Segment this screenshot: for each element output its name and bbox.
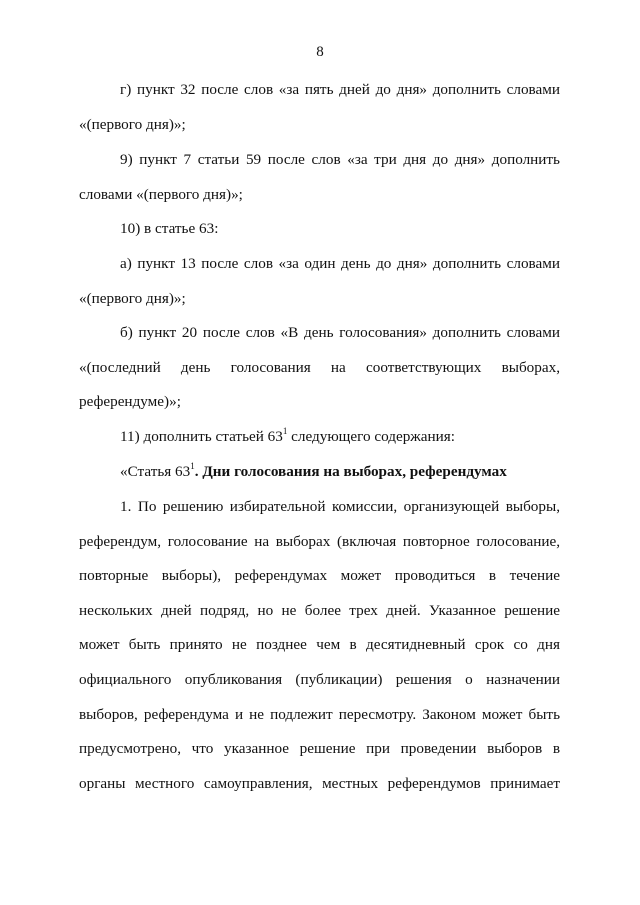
- article-heading: [79, 455, 560, 490]
- paragraph-item-11: [79, 420, 560, 455]
- page-number: 8: [316, 44, 324, 60]
- paragraph-item-9: 9) пункт 7 статьи 59 после слов «за три дня до дня» дополнить словами «(первого дня)»;: [79, 151, 560, 203]
- paragraph-item-10: 10) в статье 63:: [120, 220, 219, 237]
- paragraph-item-11-text-end: следующего содержания:: [287, 428, 455, 445]
- paragraph-item-11-text-start: 11) дополнить статьей 63: [120, 428, 283, 445]
- paragraph-item-g: г) пункт 32 после слов «за пять дней до дня» дополнить словами «(первого дня)»;: [79, 81, 560, 133]
- article-paragraph-1: 1. По решению избирательной комиссии, организующей выборы, референдум, голосование на выборах (включая повторное голосование, повторные выборы), референдумах может проводиться в течение нескольких дней подряд, но не более трех дней. Указанное решение может быть принято не позднее чем в десятидневный срок со дня официального опубликования (публикации) решения о назначении выборов, референдума и не подлежит пересмотру. Законом может быть предусмотрено, что указанное решение при проведении выборов в органы местного самоуправления, местных референдумов принимает: [79, 498, 560, 792]
- paragraph-item-a: а) пункт 13 после слов «за один день до дня» дополнить словами «(первого дня)»;: [79, 255, 560, 307]
- superscript: 1: [282, 426, 288, 436]
- article-heading-title: . Дни голосования на выборах, референдумах: [194, 463, 507, 480]
- article-heading-prefix: «Статья 63: [120, 463, 191, 480]
- superscript: 1: [190, 461, 195, 471]
- paragraph-item-b: б) пункт 20 после слов «В день голосования» дополнить словами «(последний день голосования на соответствующих выборах, референдуме)»;: [79, 324, 560, 411]
